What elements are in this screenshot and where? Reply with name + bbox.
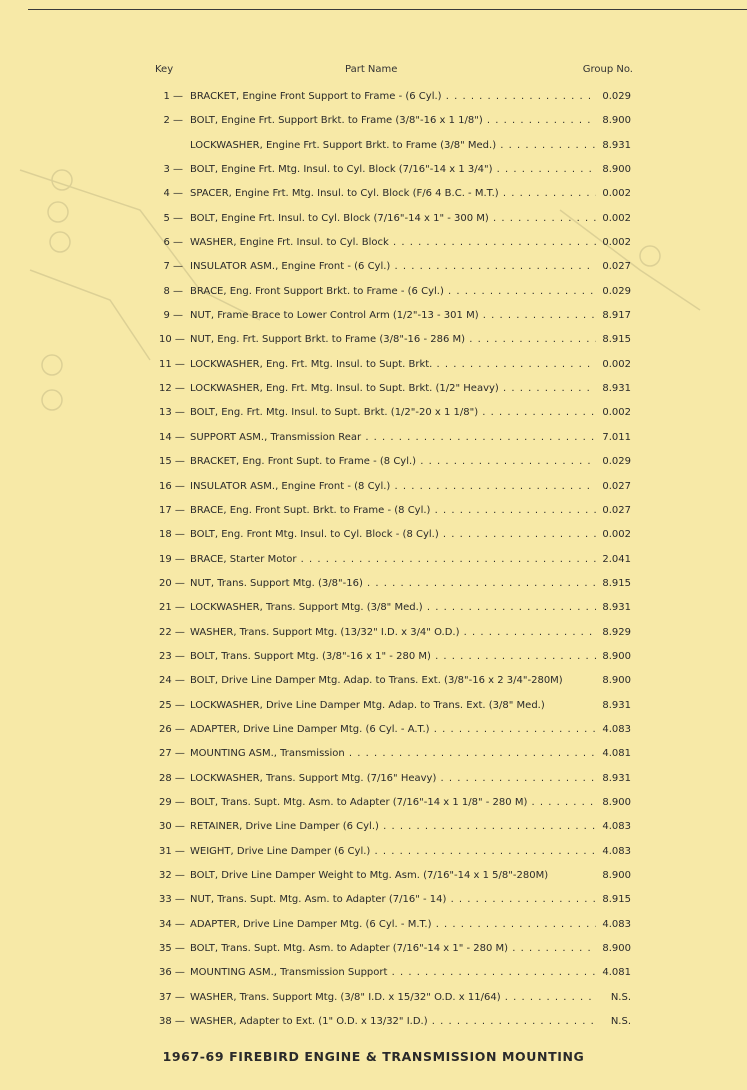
item-key: 8 — bbox=[163, 285, 183, 297]
item-key: 11 — bbox=[159, 358, 185, 370]
list-item bbox=[155, 818, 635, 842]
item-group-no: 8.915 bbox=[602, 577, 631, 589]
item-part-name: LOCKWASHER, Trans. Support Mtg. (7/16" Heavy) . . . bbox=[190, 770, 596, 788]
item-part-name: ADAPTER, Drive Line Damper Mtg. (6 Cyl. - A.T.) . . . bbox=[190, 721, 596, 739]
item-key: 23 — bbox=[159, 650, 185, 662]
item-part-name: MOUNTING ASM., Transmission . . . bbox=[190, 745, 596, 763]
item-part-name: MOUNTING ASM., Transmission Support . . . bbox=[190, 964, 596, 982]
list-item bbox=[155, 137, 635, 161]
item-key: 14 — bbox=[159, 431, 185, 443]
list-item bbox=[155, 88, 635, 112]
item-part-name: NUT, Trans. Supt. Mtg. Asm. to Adapter (7/16" - 14) . . . bbox=[190, 891, 596, 909]
item-group-no: 0.029 bbox=[602, 456, 631, 468]
item-part-name: WASHER, Trans. Support Mtg. (3/8" I.D. x 15/32" O.D. x 11/64) . . . bbox=[190, 989, 596, 1007]
item-part-name: ADAPTER, Drive Line Damper Mtg. (6 Cyl. - M.T.) . . . bbox=[190, 916, 596, 934]
item-part-name: BOLT, Trans. Supt. Mtg. Asm. to Adapter (7/16"-14 x 1" - 280 M) . . . bbox=[190, 940, 596, 958]
item-group-no: 8.900 bbox=[602, 650, 631, 662]
item-group-no: 7.011 bbox=[602, 431, 631, 443]
item-part-name: BOLT, Trans. Supt. Mtg. Asm. to Adapter (7/16"-14 x 1 1/8" - 280 M) . . . bbox=[190, 794, 596, 812]
item-group-no: 8.931 bbox=[602, 602, 631, 614]
list-item bbox=[155, 624, 635, 648]
item-part-name: BRACE, Eng. Front Supt. Brkt. to Frame - (8 Cyl.) . . . bbox=[190, 502, 596, 520]
item-part-name: BOLT, Trans. Support Mtg. (3/8"-16 x 1" - 280 M) . . . bbox=[190, 648, 596, 666]
list-item bbox=[155, 891, 635, 915]
item-group-no: 8.900 bbox=[602, 796, 631, 808]
header-part-name: Part Name bbox=[345, 64, 398, 75]
item-part-name: BOLT, Engine Frt. Mtg. Insul. to Cyl. Block (7/16"-14 x 1 3/4") . . . bbox=[190, 161, 596, 179]
item-key: 20 — bbox=[159, 577, 185, 589]
list-item bbox=[155, 964, 635, 988]
list-item bbox=[155, 648, 635, 672]
item-group-no: 8.931 bbox=[602, 772, 631, 784]
item-part-name: BRACKET, Eng. Front Supt. to Frame - (8 Cyl.) . . . bbox=[190, 453, 596, 471]
list-item bbox=[155, 745, 635, 769]
item-group-no: 8.931 bbox=[602, 699, 631, 711]
item-key: 36 — bbox=[159, 967, 185, 979]
item-group-no: 4.083 bbox=[602, 845, 631, 857]
item-group-no: 0.027 bbox=[602, 480, 631, 492]
item-key: 3 — bbox=[163, 164, 183, 176]
item-part-name: LOCKWASHER, Drive Line Damper Mtg. Adap. to Trans. Ext. (3/8" Med.) bbox=[190, 699, 545, 711]
page-footer-title: 1967-69 FIREBIRD ENGINE & TRANSMISSION MOUNTING bbox=[162, 1049, 585, 1064]
item-group-no: N.S. bbox=[610, 991, 631, 1003]
item-key: 18 — bbox=[159, 529, 185, 541]
item-key: 15 — bbox=[159, 456, 185, 468]
item-part-name: SPACER, Engine Frt. Mtg. Insul. to Cyl. Block (F/6 4 B.C. - M.T.) . . . bbox=[190, 185, 596, 203]
item-key: 35 — bbox=[159, 943, 185, 955]
item-key: 24 — bbox=[159, 675, 185, 687]
item-part-name: SUPPORT ASM., Transmission Rear . . . bbox=[190, 429, 596, 447]
item-key: 5 — bbox=[163, 212, 183, 224]
item-key: 27 — bbox=[159, 748, 185, 760]
item-key: 19 — bbox=[159, 553, 185, 565]
list-item bbox=[155, 380, 635, 404]
item-group-no: N.S. bbox=[610, 1016, 631, 1028]
item-part-name: BOLT, Drive Line Damper Weight to Mtg. Asm. (7/16"-14 x 1 5/8"-280M) bbox=[190, 870, 549, 881]
item-part-name: BOLT, Eng. Frt. Mtg. Insul. to Supt. Brkt. (1/2"-20 x 1 1/8") . . . bbox=[190, 404, 596, 422]
item-key: 37 — bbox=[159, 991, 185, 1003]
item-key: 16 — bbox=[159, 480, 185, 492]
item-key: 4 — bbox=[163, 188, 183, 200]
list-item bbox=[155, 161, 635, 185]
item-group-no: 8.900 bbox=[602, 115, 631, 127]
list-item bbox=[155, 112, 635, 136]
item-part-name: BRACE, Eng. Front Support Brkt. to Frame - (6 Cyl.) . . . bbox=[190, 283, 596, 301]
list-item bbox=[155, 1013, 635, 1037]
item-group-no: 8.915 bbox=[602, 334, 631, 346]
item-group-no: 4.083 bbox=[602, 723, 631, 735]
item-part-name: BOLT, Eng. Front Mtg. Insul. to Cyl. Block - (8 Cyl.) . . . bbox=[190, 526, 596, 544]
list-item bbox=[155, 721, 635, 745]
list-item bbox=[155, 697, 635, 721]
item-key: 1 — bbox=[163, 91, 183, 102]
item-part-name: WASHER, Engine Frt. Insul. to Cyl. Block . . . bbox=[190, 234, 596, 252]
item-part-name: LOCKWASHER, Engine Frt. Support Brkt. to Frame (3/8" Med.) . . . bbox=[190, 137, 596, 155]
item-part-name: INSULATOR ASM., Engine Front - (6 Cyl.) . . . bbox=[190, 258, 596, 276]
item-group-no: 8.900 bbox=[602, 943, 631, 955]
item-part-name: WASHER, Trans. Support Mtg. (13/32" I.D. x 3/4" O.D.) . . . bbox=[190, 624, 596, 642]
item-part-name: NUT, Trans. Support Mtg. (3/8"-16) . . . bbox=[190, 575, 596, 593]
item-key: 29 — bbox=[159, 796, 185, 808]
item-group-no: 0.029 bbox=[602, 91, 631, 102]
list-item bbox=[155, 234, 635, 258]
item-key: 9 — bbox=[163, 310, 183, 322]
item-group-no: 0.002 bbox=[602, 407, 631, 419]
list-item bbox=[155, 478, 635, 502]
table-header bbox=[155, 64, 635, 82]
list-item bbox=[155, 916, 635, 940]
item-part-name: NUT, Frame Brace to Lower Control Arm (1/2"-13 - 301 M) . . . bbox=[190, 307, 596, 325]
item-group-no: 8.900 bbox=[602, 870, 631, 881]
item-group-no: 0.002 bbox=[602, 237, 631, 249]
item-part-name: NUT, Eng. Frt. Support Brkt. to Frame (3/8"-16 - 286 M) . . . bbox=[190, 331, 596, 349]
parts-list bbox=[155, 88, 635, 1037]
item-group-no: 8.931 bbox=[602, 139, 631, 151]
list-item bbox=[155, 331, 635, 355]
item-group-no: 2.041 bbox=[602, 553, 631, 565]
item-group-no: 4.083 bbox=[602, 918, 631, 930]
item-group-no: 8.931 bbox=[602, 383, 631, 395]
item-key: 34 — bbox=[159, 918, 185, 930]
list-item bbox=[155, 185, 635, 209]
header-group-no: Group No. bbox=[582, 64, 633, 75]
list-item bbox=[155, 356, 635, 380]
item-group-no: 4.083 bbox=[602, 821, 631, 833]
list-item bbox=[155, 575, 635, 599]
item-group-no: 8.900 bbox=[602, 675, 631, 687]
item-key: 7 — bbox=[163, 261, 183, 273]
item-part-name: LOCKWASHER, Eng. Frt. Mtg. Insul. to Supt. Brkt. (1/2" Heavy) . . . bbox=[190, 380, 596, 398]
list-item bbox=[155, 453, 635, 477]
item-key: 2 — bbox=[163, 115, 183, 127]
item-group-no: 0.002 bbox=[602, 529, 631, 541]
list-item bbox=[155, 551, 635, 575]
list-item bbox=[155, 307, 635, 331]
item-group-no: 8.915 bbox=[602, 894, 631, 906]
item-group-no: 0.027 bbox=[602, 261, 631, 273]
item-part-name: WASHER, Adapter to Ext. (1" O.D. x 13/32" I.D.) . . . bbox=[190, 1013, 596, 1031]
item-key: 28 — bbox=[159, 772, 185, 784]
list-item bbox=[155, 940, 635, 964]
item-group-no: 4.081 bbox=[602, 748, 631, 760]
item-part-name: BRACE, Starter Motor . . . bbox=[190, 551, 596, 569]
list-item bbox=[155, 258, 635, 282]
list-item bbox=[155, 672, 635, 696]
item-group-no: 0.002 bbox=[602, 212, 631, 224]
list-item bbox=[155, 526, 635, 550]
list-item bbox=[155, 770, 635, 794]
list-item bbox=[155, 989, 635, 1013]
item-part-name: LOCKWASHER, Eng. Frt. Mtg. Insul. to Supt. Brkt. . . . bbox=[190, 356, 596, 374]
item-key: 31 — bbox=[159, 845, 185, 857]
item-group-no: 0.029 bbox=[602, 285, 631, 297]
item-key: 38 — bbox=[159, 1016, 185, 1028]
item-key: 30 — bbox=[159, 821, 185, 833]
item-key: 17 — bbox=[159, 504, 185, 516]
item-key: 22 — bbox=[159, 626, 185, 638]
item-part-name: BOLT, Drive Line Damper Mtg. Adap. to Trans. Ext. (3/8"-16 x 2 3/4"-280M) bbox=[190, 675, 563, 687]
item-part-name: BOLT, Engine Frt. Support Brkt. to Frame (3/8"-16 x 1 1/8") . . . bbox=[190, 112, 596, 130]
list-item bbox=[155, 429, 635, 453]
item-group-no: 8.917 bbox=[602, 310, 631, 322]
item-group-no: 8.929 bbox=[602, 626, 631, 638]
list-item bbox=[155, 843, 635, 867]
item-key: 32 — bbox=[159, 870, 185, 881]
list-item bbox=[155, 794, 635, 818]
list-item bbox=[155, 210, 635, 234]
item-part-name: RETAINER, Drive Line Damper (6 Cyl.) . . . bbox=[190, 818, 596, 836]
item-group-no: 8.900 bbox=[602, 164, 631, 176]
list-item bbox=[155, 283, 635, 307]
item-part-name: INSULATOR ASM., Engine Front - (8 Cyl.) . . . bbox=[190, 478, 596, 496]
item-key: 10 — bbox=[159, 334, 185, 346]
item-key: 6 — bbox=[163, 237, 183, 249]
list-item bbox=[155, 404, 635, 428]
item-key: 12 — bbox=[159, 383, 185, 395]
item-key: 33 — bbox=[159, 894, 185, 906]
item-key: 26 — bbox=[159, 723, 185, 735]
top-rule bbox=[28, 9, 747, 10]
item-key: 13 — bbox=[159, 407, 185, 419]
list-item bbox=[155, 502, 635, 526]
item-part-name: BRACKET, Engine Front Support to Frame - (6 Cyl.) . . . bbox=[190, 88, 596, 106]
item-key: 25 — bbox=[159, 699, 185, 711]
list-item bbox=[155, 867, 635, 891]
item-group-no: 4.081 bbox=[602, 967, 631, 979]
item-group-no: 0.002 bbox=[602, 358, 631, 370]
item-group-no: 0.027 bbox=[602, 504, 631, 516]
list-item bbox=[155, 599, 635, 623]
item-key: 21 — bbox=[159, 602, 185, 614]
item-part-name: LOCKWASHER, Trans. Support Mtg. (3/8" Med.) . . . bbox=[190, 599, 596, 617]
item-part-name: BOLT, Engine Frt. Insul. to Cyl. Block (7/16"-14 x 1" - 300 M) . . . bbox=[190, 210, 596, 228]
item-group-no: 0.002 bbox=[602, 188, 631, 200]
header-key: Key bbox=[155, 64, 174, 75]
item-part-name: WEIGHT, Drive Line Damper (6 Cyl.) . . . bbox=[190, 843, 596, 861]
